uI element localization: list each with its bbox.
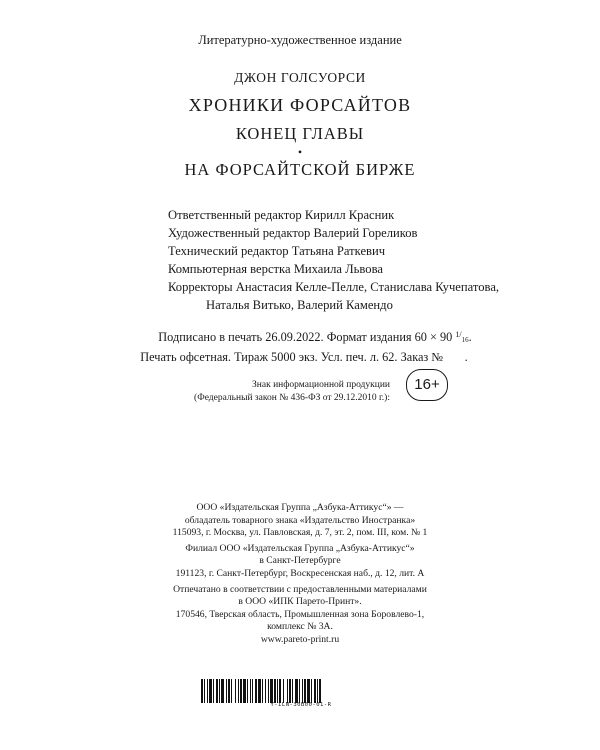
barcode-bar: [209, 679, 212, 703]
barcode-bar: [307, 679, 310, 703]
format-denominator: 16: [461, 336, 469, 344]
barcode-bar: [201, 679, 203, 703]
barcode-bar: [277, 679, 278, 703]
print-signed-text: Подписано в печать 26.09.2022. Формат издания 60 × 90: [158, 330, 453, 344]
barcode-bar: [265, 679, 266, 703]
barcode-bar: [250, 679, 251, 703]
barcode-bar: [314, 679, 316, 703]
book-title: НА ФОРСАЙТСКОЙ БИРЖЕ: [184, 160, 416, 179]
barcode-bar: [213, 679, 214, 703]
publisher-line: в ООО «ИПК Парето-Принт».: [238, 596, 362, 608]
barcode-bar: [235, 679, 236, 703]
print-run-line: [0, 349, 600, 366]
barcode-bar: [262, 679, 263, 703]
credit-line: Технический редактор Татьяна Раткевич: [168, 244, 386, 258]
barcode-bar: [226, 679, 227, 703]
barcode-bar: [270, 679, 273, 703]
credit-line: Ответственный редактор Кирилл Красник: [168, 208, 395, 222]
publisher-line: 170546, Тверская область, Промышленная зона Боровлево-1,: [175, 608, 425, 620]
publisher-info: [0, 502, 600, 647]
editorial-credits: [168, 206, 500, 314]
barcode-bar: [274, 679, 276, 703]
info-sign-law: (Федеральный закон № 436-ФЗ от 29.12.2010 г.):: [194, 393, 390, 403]
part-title: КОНЕЦ ГЛАВЫ: [235, 124, 365, 143]
barcode-bar: [289, 679, 291, 703]
barcode: [201, 679, 401, 703]
barcode-bar: [221, 679, 224, 703]
author-name: ДЖОН ГОЛСУОРСИ: [234, 70, 366, 85]
barcode-bar: [317, 679, 318, 703]
publisher-line: www.pareto-print.ru: [260, 633, 340, 645]
barcode-bar: [228, 679, 230, 703]
barcode-bar: [247, 679, 248, 703]
print-imprint: [0, 326, 600, 366]
edition-type: Литературно-художественное издание: [198, 33, 402, 47]
barcode-bar: [219, 679, 220, 703]
age-rating-badge: 16+: [406, 369, 448, 401]
print-run-text: Печать офсетная. Тираж 5000 экз. Усл. печ. л. 62. Заказ №: [140, 350, 444, 364]
barcode-bar: [299, 679, 300, 703]
credit-line: Художественный редактор Валерий Гореликов: [168, 226, 418, 240]
publisher-line: ООО «Издательская Группа „Азбука-Аттикус“» —: [196, 502, 404, 513]
credit-line: Корректоры Анастасия Келле-Пелле, Станислава Кучепатова,: [168, 280, 500, 294]
barcode-bar: [252, 679, 253, 703]
barcode-bar: [283, 679, 284, 703]
info-product-sign: [180, 379, 390, 405]
publisher-line: обладатель товарного знака «Издательство Иностранка»: [184, 514, 416, 526]
barcode-bar: [268, 679, 269, 703]
line-end: .: [468, 330, 472, 344]
barcode-bar: [204, 679, 205, 703]
barcode-bar: [231, 679, 232, 703]
publisher-line: Отпечатано в соответствии с предоставленными материалами: [173, 583, 427, 595]
publisher-line: 191123, г. Санкт-Петербург, Воскресенская наб., д. 12, лит. А: [175, 567, 425, 579]
credit-line: Наталья Витько, Валерий Камендо: [206, 298, 393, 312]
publisher-line: в Санкт-Петербурге: [259, 555, 341, 567]
title-separator: •: [297, 145, 303, 159]
barcode-bar: [295, 679, 298, 703]
barcode-bar: [319, 679, 321, 703]
barcode-bar: [304, 679, 306, 703]
barcode-bar: [216, 679, 218, 703]
barcode-bar: [302, 679, 303, 703]
print-details-line: Подписано в печать 26.09.2022. Формат издания 60 × 90 $^{1/}$16.: [158, 330, 472, 344]
series-title: ХРОНИКИ ФОРСАЙТОВ: [188, 95, 412, 115]
credit-line: Компьютерная верстка Михаила Львова: [168, 262, 383, 276]
info-sign-label: Знак информационной продукции: [252, 380, 390, 390]
barcode-bar: [287, 679, 288, 703]
barcode-bar: [243, 679, 246, 703]
format-numerator: 1: [455, 330, 460, 339]
barcode-bar: [279, 679, 281, 703]
publisher-line: Филиал ООО «Издательская Группа „Азбука-Аттикус“»: [185, 542, 415, 554]
barcode-bar: [238, 679, 239, 703]
line-end: .: [464, 350, 468, 364]
barcode-bar: [255, 679, 257, 703]
barcode-bar: [311, 679, 312, 703]
publisher-line: 115093, г. Москва, ул. Павловская, д. 7, эт. 2, пом. III, ком. № 1: [172, 527, 428, 539]
barcode-bar: [207, 679, 208, 703]
barcode-bar: [240, 679, 242, 703]
barcode-bar: [258, 679, 261, 703]
barcode-label: Y-ILN-30B00-01-R: [270, 702, 332, 708]
publisher-line: комплекс № 3А.: [267, 621, 333, 633]
barcode-bar: [292, 679, 293, 703]
